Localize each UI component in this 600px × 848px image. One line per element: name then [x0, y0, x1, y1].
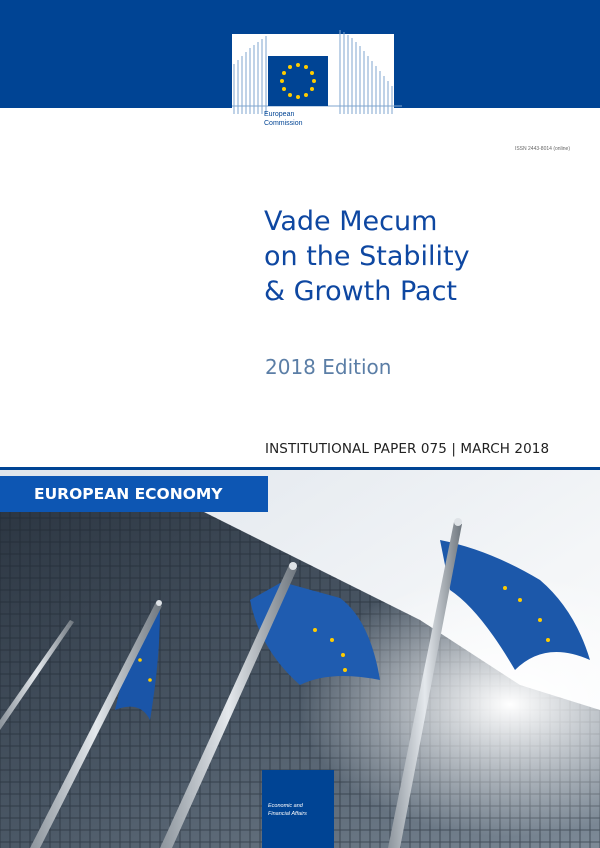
series-banner: EUROPEAN ECONOMY	[0, 476, 268, 512]
document-title	[264, 204, 584, 309]
paper-number-date: INSTITUTIONAL PAPER 075 | MARCH 2018	[265, 441, 550, 457]
dg-label-line2: Financial Affairs	[268, 811, 307, 817]
title-line-3: & Growth Pact	[264, 276, 457, 307]
eu-flag-icon	[268, 56, 328, 106]
issn-number: ISSN 2443-8014 (online)	[514, 146, 570, 152]
title-line-2: on the Stability	[264, 241, 470, 272]
publisher-name-line1: European	[264, 111, 295, 118]
publisher-name	[264, 110, 303, 128]
dg-label-line1: Economic and	[268, 803, 303, 809]
dg-label	[268, 802, 307, 818]
title-line-1: Vade Mecum	[264, 206, 438, 237]
publisher-name-line2: Commission	[264, 120, 303, 127]
edition-label: 2018 Edition	[265, 355, 392, 379]
